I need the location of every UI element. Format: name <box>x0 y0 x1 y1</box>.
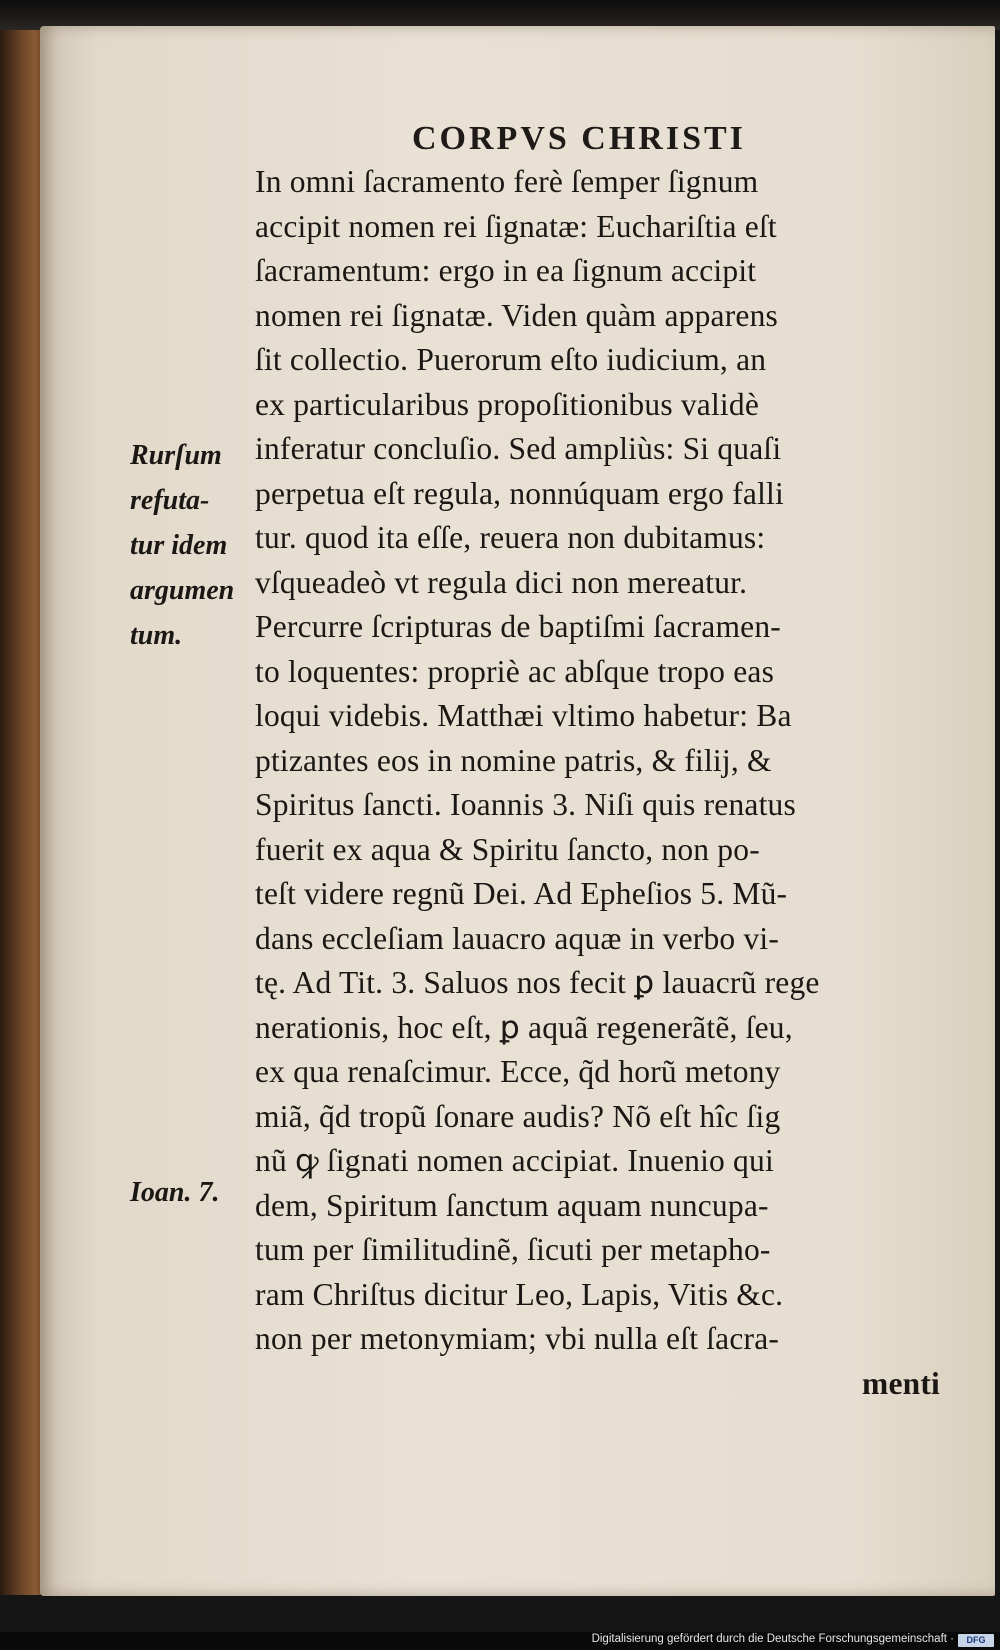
text-line: nũ ꝙ ſignati nomen accipiat. Inuenio qui <box>255 1143 774 1178</box>
margin-note-line: tum. <box>130 620 183 651</box>
text-line: tę. Ad Tit. 3. Saluos nos fecit ꝑ lauacrũ rege <box>255 965 820 1000</box>
text-line: to loquentes: propriè ac abſque tropo eas <box>255 653 775 689</box>
text-line: accipit nomen rei ſignatæ: Euchariſtia eſt <box>255 208 777 244</box>
margin-note-line: refuta- <box>130 485 210 516</box>
text-line: In omni ſacramento ferè ſemper ſignum <box>255 164 759 199</box>
margin-note-line: Rurſum <box>130 440 222 471</box>
text-line: nerationis, hoc eſt, ꝑ aquã regenerãtẽ, ſeu, <box>255 1009 793 1045</box>
margin-note-rursum <box>130 433 255 658</box>
text-line: ſacramentum: ergo in ea ſignum accipit <box>255 253 757 288</box>
catchword: menti <box>862 1365 940 1401</box>
text-line: ram Chriſtus dicitur Leo, Lapis, Vitis &c. <box>255 1276 784 1312</box>
text-line: tur. quod ita eſſe, reuera non dubitamus: <box>255 520 766 555</box>
margin-note-line: argumen <box>130 575 235 606</box>
text-line: dem, Spiritum ſanctum aquam nuncupa- <box>255 1187 769 1223</box>
text-line: Percurre ſcripturas de baptiſmi ſacramen- <box>255 609 781 644</box>
text-line: vſqueadeò vt regula dici non mereatur. <box>255 564 748 600</box>
text-line: perpetua eſt regula, nonnúquam ergo falli <box>255 475 784 511</box>
text-line: miã, q̃d tropũ ſonare audis? Nõ eſt hîc ſig <box>255 1098 781 1134</box>
text-line: Spiritus ſancti. Ioannis 3. Niſi quis renatus <box>255 787 796 822</box>
text-line: loqui videbis. Matthæi vltimo habetur: Ba <box>255 698 792 733</box>
text-line: non per metonymiam; vbi nulla eſt ſacra- <box>255 1321 780 1356</box>
text-line: ex qua renaſcimur. Ecce, q̃d horũ metony <box>255 1054 781 1089</box>
text-line: fuerit ex aqua & Spiritu ſancto, non po- <box>255 831 760 867</box>
digitization-credit: Digitalisierung gefördert durch die Deutsche Forschungsgemeinschaft · <box>591 1633 954 1645</box>
text-line: nomen rei ſignatæ. Viden quàm apparens <box>255 297 778 333</box>
body-text <box>255 160 945 1406</box>
text-line: ſit collectio. Puerorum eſto iudicium, an <box>255 342 767 377</box>
margin-note-ioan: Ioan. 7. <box>130 1177 220 1208</box>
running-head: CORPVS CHRISTI <box>412 120 746 157</box>
text-line: teſt videre regnũ Dei. Ad Epheſios 5. Mũ- <box>255 876 788 911</box>
text-line: ptizantes eos in nomine patris, & filij, & <box>255 742 772 778</box>
text-line: inferatur concluſio. Sed ampliùs: Si quaſi <box>255 431 782 466</box>
text-line: ex particularibus propoſitionibus validè <box>255 386 760 422</box>
text-line: dans eccleſiam lauacro aquæ in verbo vi- <box>255 920 780 956</box>
margin-note-line: tur idem <box>130 530 228 561</box>
text-line: tum per ſimilitudinẽ, ſicuti per metapho- <box>255 1232 771 1267</box>
dfg-logo: DFG <box>958 1634 994 1647</box>
